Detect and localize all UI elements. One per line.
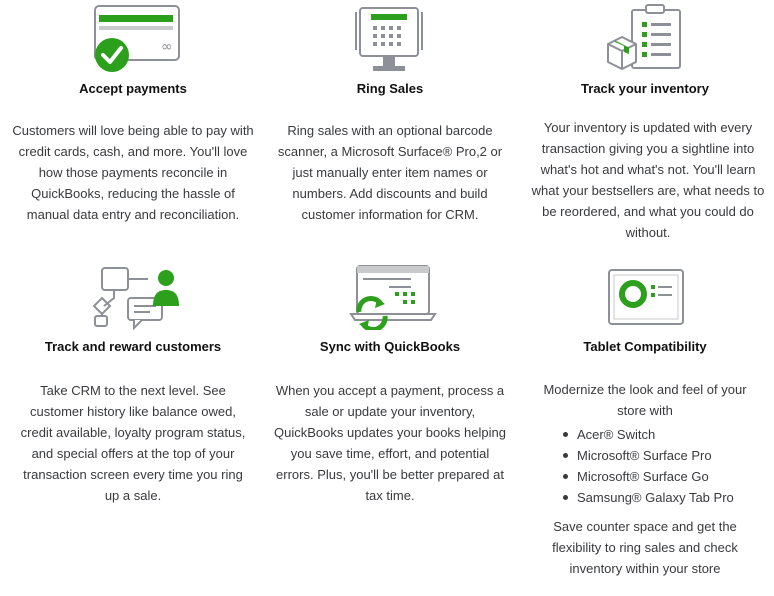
feature-title: Tablet Compatibility — [583, 339, 707, 354]
sync-laptop-icon — [347, 264, 437, 330]
list-item: Microsoft® Surface Pro — [561, 445, 771, 466]
feature-description: Your inventory is updated with every transaction giving you a sightline into what's hot and what's not. You'll learn what your bestsellers are, what needs to be reordered, and what you could do without. — [531, 120, 765, 240]
feature-title: Accept payments — [79, 81, 187, 96]
feature-description: Take CRM to the next level. See customer history like balance owed, credit available, loyalty program status, and special offers at the top of your transaction screen every time you ring up a sale. — [20, 383, 246, 503]
svg-text:∞: ∞ — [161, 39, 173, 55]
list-item: Microsoft® Surface Go — [561, 466, 771, 487]
feature-title: Ring Sales — [356, 81, 424, 96]
feature-title: Track and reward customers — [44, 339, 222, 354]
feature-intro: Modernize the look and feel of your store with — [543, 382, 747, 418]
pos-terminal-icon — [355, 6, 425, 74]
feature-outro: Save counter space and get the flexibility to ring sales and check inventory within your store — [552, 519, 738, 576]
feature-description: When you accept a payment, process a sale or update your inventory, QuickBooks updates your books helping you save time, effort, and potential errors. Plus, you'll be better prepared at tax time. — [274, 383, 506, 503]
feature-title: Track your inventory — [581, 81, 709, 96]
list-item: Samsung® Galaxy Tab Pro — [561, 487, 771, 508]
credit-card-check-icon — [88, 4, 182, 74]
device-list — [561, 424, 771, 508]
list-item: Acer® Switch — [561, 424, 771, 445]
inventory-checklist-icon — [606, 4, 686, 72]
feature-title: Sync with QuickBooks — [319, 339, 461, 354]
customer-flow-icon — [90, 264, 180, 330]
feature-description: Ring sales with an optional barcode scanner, a Microsoft Surface® Pro,2 or just manually enter item names or numbers. Add discounts and build customer information for CRM. — [277, 123, 503, 222]
feature-description: Customers will love being able to pay with credit cards, cash, and more. You'll love how those payments reconcile in QuickBooks, reducing the hassle of manual data entry and reconciliation. — [12, 123, 254, 222]
tablet-chart-icon — [607, 268, 685, 326]
